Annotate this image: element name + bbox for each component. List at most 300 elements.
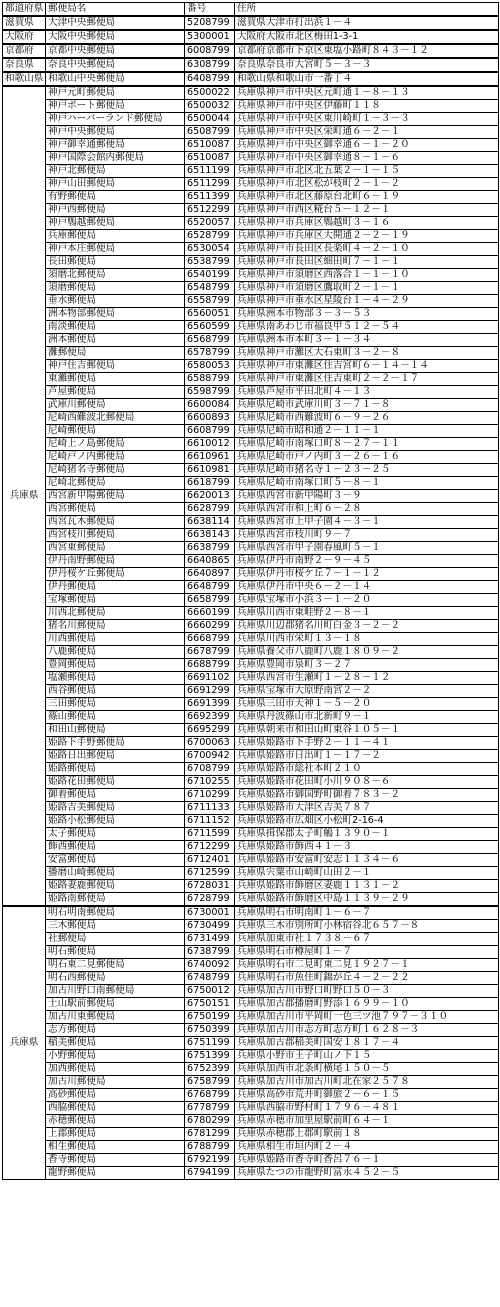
office-name-cell: 太子郵便局 — [46, 828, 185, 841]
address-cell: 兵庫県神戸市長田区細田町７－１－１ — [235, 256, 499, 269]
office-name-cell: 高砂郵便局 — [46, 1089, 185, 1102]
prefecture-group — [3, 30, 499, 44]
table-row — [3, 86, 499, 100]
number-cell: 6691102 — [185, 672, 235, 685]
number-cell: 6668799 — [185, 633, 235, 646]
table-row — [3, 464, 499, 477]
number-cell: 6658799 — [185, 594, 235, 607]
address-cell: 兵庫県尼崎市昭和通２－１１－１ — [235, 425, 499, 438]
address-cell: 兵庫県姫路市御国野町御着７８３－２ — [235, 789, 499, 802]
number-cell: 6768799 — [185, 1089, 235, 1102]
number-cell: 6691399 — [185, 698, 235, 711]
header-prefecture: 都道府県 — [3, 3, 46, 17]
table-row — [3, 451, 499, 464]
address-cell: 兵庫県宝塚市大原野南宮２－２ — [235, 685, 499, 698]
office-name-cell: 須磨北郵便局 — [46, 269, 185, 282]
address-cell: 兵庫県尼崎市戸ノ内町３－２６－１６ — [235, 451, 499, 464]
table-row — [3, 542, 499, 555]
header-row — [3, 3, 499, 17]
number-cell: 6678799 — [185, 646, 235, 659]
number-cell: 6688799 — [185, 659, 235, 672]
address-cell: 兵庫県丹波篠山市北新町９－１ — [235, 711, 499, 724]
table-row — [3, 165, 499, 178]
number-cell: 6740092 — [185, 959, 235, 972]
office-name-cell: 神戸国際会館内郵便局 — [46, 152, 185, 165]
address-cell: 兵庫県西宮市上甲子園４－３－１ — [235, 516, 499, 529]
table-row — [3, 1115, 499, 1128]
address-cell: 兵庫県川西市東畦野２－８－１ — [235, 607, 499, 620]
office-name-cell: 龍野郵便局 — [46, 1167, 185, 1180]
prefecture-cell: 和歌山県 — [3, 72, 46, 86]
number-cell: 6750199 — [185, 1011, 235, 1024]
number-cell: 6781299 — [185, 1128, 235, 1141]
address-cell: 兵庫県宍粟市山崎町山田２－１ — [235, 867, 499, 880]
address-cell: 兵庫県神戸市北区松が枝町２－１－２ — [235, 178, 499, 191]
office-name-cell: 上郡郵便局 — [46, 1128, 185, 1141]
office-name-cell: 神戸中央郵便局 — [46, 126, 185, 139]
prefecture-group — [3, 86, 499, 906]
office-name-cell: 奈良中央郵便局 — [46, 58, 185, 72]
address-cell: 兵庫県尼崎市南塚口町８－２７－１１ — [235, 438, 499, 451]
number-cell: 6560051 — [185, 308, 235, 321]
address-cell: 兵庫県伊丹市南野２－９－４５ — [235, 555, 499, 568]
office-name-cell: 御着郵便局 — [46, 789, 185, 802]
number-cell: 6750399 — [185, 1024, 235, 1037]
office-name-cell: 相生郵便局 — [46, 1141, 185, 1154]
number-cell: 6512299 — [185, 204, 235, 217]
number-cell: 6628799 — [185, 503, 235, 516]
table-row — [3, 893, 499, 907]
address-cell: 兵庫県明石市樽屋町１－７ — [235, 946, 499, 959]
address-cell: 兵庫県神戸市中央区御幸通８－１－６ — [235, 152, 499, 165]
number-cell: 6638114 — [185, 516, 235, 529]
table-row — [3, 516, 499, 529]
number-cell: 6510087 — [185, 139, 235, 152]
table-row — [3, 477, 499, 490]
office-name-cell: 京都中央郵便局 — [46, 44, 185, 58]
address-cell: 兵庫県神戸市東灘区住吉宮町６－１４－１４ — [235, 360, 499, 373]
table-row — [3, 1128, 499, 1141]
table-row — [3, 1050, 499, 1063]
number-cell: 6712299 — [185, 841, 235, 854]
address-cell: 兵庫県姫路市飾磨区中島１１３９－２９ — [235, 893, 499, 907]
address-cell: 奈良県奈良市大宮町５－３－３ — [235, 58, 499, 72]
number-cell: 6580053 — [185, 360, 235, 373]
office-name-cell: 猪名川郵便局 — [46, 620, 185, 633]
number-cell: 6648799 — [185, 581, 235, 594]
address-cell: 兵庫県神戸市中央区伊藤町１１８ — [235, 100, 499, 113]
number-cell: 6711133 — [185, 802, 235, 815]
number-cell: 6708799 — [185, 763, 235, 776]
table-row — [3, 1154, 499, 1167]
table-row — [3, 438, 499, 451]
number-cell: 6788799 — [185, 1141, 235, 1154]
office-name-cell: 姫路郵便局 — [46, 763, 185, 776]
table-row — [3, 30, 499, 44]
number-cell: 6640897 — [185, 568, 235, 581]
table-row — [3, 204, 499, 217]
table-row — [3, 126, 499, 139]
office-name-cell: 伊丹南野郵便局 — [46, 555, 185, 568]
number-cell: 6794199 — [185, 1167, 235, 1180]
office-name-cell: 姫路吉美郵便局 — [46, 802, 185, 815]
address-cell: 兵庫県姫路市安富町安志１１３４－６ — [235, 854, 499, 867]
office-name-cell: 神戸御幸通郵便局 — [46, 139, 185, 152]
office-name-cell: 川西郵便局 — [46, 633, 185, 646]
office-name-cell: 須磨郵便局 — [46, 282, 185, 295]
table-row — [3, 1063, 499, 1076]
address-cell: 兵庫県神戸市東灘区住吉東町２－２－１７ — [235, 373, 499, 386]
table-row — [3, 152, 499, 165]
table-row — [3, 308, 499, 321]
number-cell: 6598799 — [185, 386, 235, 399]
address-cell: 兵庫県川西市栄町１３－１８ — [235, 633, 499, 646]
office-name-cell: 大阪中央郵便局 — [46, 30, 185, 44]
address-cell: 兵庫県赤穂郡上郡町駅前１８ — [235, 1128, 499, 1141]
table-row — [3, 568, 499, 581]
table-row — [3, 607, 499, 620]
office-name-cell: 長田郵便局 — [46, 256, 185, 269]
office-name-cell: 加古川郵便局 — [46, 1076, 185, 1089]
office-name-cell: 塩瀬郵便局 — [46, 672, 185, 685]
table-row — [3, 191, 499, 204]
table-row — [3, 529, 499, 542]
office-name-cell: 西宮新甲陽郵便局 — [46, 490, 185, 503]
office-name-cell: 香寺郵便局 — [46, 1154, 185, 1167]
prefecture-cell: 滋賀県 — [3, 16, 46, 30]
number-cell: 6738799 — [185, 946, 235, 959]
office-name-cell: 姫路日出郵便局 — [46, 750, 185, 763]
table-row — [3, 321, 499, 334]
address-cell: 兵庫県西宮市甲子園春風町５－１ — [235, 542, 499, 555]
table-row — [3, 1167, 499, 1180]
number-cell: 6500044 — [185, 113, 235, 126]
table-row — [3, 243, 499, 256]
office-name-cell: 尼崎上ノ島郵便局 — [46, 438, 185, 451]
office-name-cell: 西谷郵便局 — [46, 685, 185, 698]
table-row — [3, 100, 499, 113]
office-name-cell: 和田山郵便局 — [46, 724, 185, 737]
table-row — [3, 737, 499, 750]
number-cell: 6700942 — [185, 750, 235, 763]
number-cell: 6758799 — [185, 1076, 235, 1089]
number-cell: 6730001 — [185, 906, 235, 920]
table-row — [3, 789, 499, 802]
office-name-cell: 安富郵便局 — [46, 854, 185, 867]
header-office-name: 郵便局名 — [46, 3, 185, 17]
address-cell: 兵庫県尼崎市猪名寺１－２３－２５ — [235, 464, 499, 477]
office-name-cell: 大津中央郵便局 — [46, 16, 185, 30]
address-cell: 兵庫県神戸市長田区長楽町４－２－１０ — [235, 243, 499, 256]
table-row — [3, 1089, 499, 1102]
address-cell: 兵庫県赤穂市加里屋駅前町６４－１ — [235, 1115, 499, 1128]
table-row — [3, 920, 499, 933]
office-name-cell: 尼崎北郵便局 — [46, 477, 185, 490]
address-cell: 兵庫県神戸市中央区東川崎町１－３－３ — [235, 113, 499, 126]
table-row — [3, 1024, 499, 1037]
table-row — [3, 750, 499, 763]
number-cell: 6712401 — [185, 854, 235, 867]
number-cell: 6600893 — [185, 412, 235, 425]
number-cell: 6751199 — [185, 1037, 235, 1050]
address-cell: 兵庫県加古郡稲美町国安１８１７－４ — [235, 1037, 499, 1050]
number-cell: 6728031 — [185, 880, 235, 893]
table-row — [3, 1141, 499, 1154]
number-cell: 6560599 — [185, 321, 235, 334]
address-cell: 兵庫県明石市明南町１－６－７ — [235, 906, 499, 920]
address-cell: 兵庫県豊岡市泉町３－２７ — [235, 659, 499, 672]
prefecture-cell: 兵庫県 — [3, 906, 46, 1180]
prefecture-group — [3, 906, 499, 1180]
office-name-cell: 武庫川郵便局 — [46, 399, 185, 412]
table-row — [3, 412, 499, 425]
number-cell: 6510087 — [185, 152, 235, 165]
number-cell: 6692399 — [185, 711, 235, 724]
address-cell: 和歌山県和歌山市一番丁４ — [235, 72, 499, 86]
office-name-cell: 西脇郵便局 — [46, 1102, 185, 1115]
table-row — [3, 58, 499, 72]
address-cell: 兵庫県明石市二見町東二見１９２７－１ — [235, 959, 499, 972]
address-cell: 兵庫県三田市天神１－５－２０ — [235, 698, 499, 711]
number-cell: 5208799 — [185, 16, 235, 30]
address-cell: 兵庫県神戸市中央区御幸通６－１－２０ — [235, 139, 499, 152]
number-cell: 6538799 — [185, 256, 235, 269]
address-cell: 兵庫県宝塚市小浜３－１－２０ — [235, 594, 499, 607]
address-cell: 兵庫県西脇市野村町１７９６－４８１ — [235, 1102, 499, 1115]
number-cell: 6710255 — [185, 776, 235, 789]
prefecture-group — [3, 72, 499, 86]
address-cell: 兵庫県芦屋市平田北町４－１３ — [235, 386, 499, 399]
office-name-cell: 尼崎西難波北郵便局 — [46, 412, 185, 425]
address-cell: 兵庫県姫路市飾西４１－３ — [235, 841, 499, 854]
office-name-cell: 社郵便局 — [46, 933, 185, 946]
office-name-cell: 稲美郵便局 — [46, 1037, 185, 1050]
address-cell: 兵庫県西宮市生瀬町１－２８－１２ — [235, 672, 499, 685]
office-name-cell: 姫路花田郵便局 — [46, 776, 185, 789]
table-row — [3, 581, 499, 594]
address-cell: 兵庫県南あわじ市福良甲５１２－５４ — [235, 321, 499, 334]
table-row — [3, 1037, 499, 1050]
address-cell: 兵庫県姫路市下手野２－１１－４１ — [235, 737, 499, 750]
office-name-cell: 尼崎郵便局 — [46, 425, 185, 438]
office-name-cell: 八鹿郵便局 — [46, 646, 185, 659]
address-cell: 兵庫県姫路市日出町１－１７－２ — [235, 750, 499, 763]
number-cell: 6540199 — [185, 269, 235, 282]
address-cell: 兵庫県伊丹市桜ケ丘７－１－１２ — [235, 568, 499, 581]
header-address: 住所 — [235, 3, 499, 17]
address-cell: 大阪府大阪市北区梅田1-3-1 — [235, 30, 499, 44]
table-row — [3, 672, 499, 685]
prefecture-cell: 奈良県 — [3, 58, 46, 72]
number-cell: 6752399 — [185, 1063, 235, 1076]
address-cell: 兵庫県神戸市須磨区西落合１－１－１０ — [235, 269, 499, 282]
address-cell: 兵庫県伊丹市中央６－２－１４ — [235, 581, 499, 594]
address-cell: 兵庫県三木市別所町小林宿谷北６５７－８ — [235, 920, 499, 933]
address-cell: 兵庫県高砂市荒井町御旅２－６－１５ — [235, 1089, 499, 1102]
office-name-cell: 加古川東郵便局 — [46, 1011, 185, 1024]
address-cell: 兵庫県川辺郡猪名川町白金３－２－２ — [235, 620, 499, 633]
address-cell: 滋賀県大津市打出浜１－４ — [235, 16, 499, 30]
table-row — [3, 386, 499, 399]
office-name-cell: 豊岡郵便局 — [46, 659, 185, 672]
table-row — [3, 334, 499, 347]
prefecture-group — [3, 44, 499, 58]
office-name-cell: 赤穂郵便局 — [46, 1115, 185, 1128]
table-row — [3, 815, 499, 828]
table-row — [3, 880, 499, 893]
office-name-cell: 神戸鵯越郵便局 — [46, 217, 185, 230]
table-row — [3, 698, 499, 711]
number-cell: 6568799 — [185, 334, 235, 347]
table-row — [3, 282, 499, 295]
address-cell: 兵庫県西宮市枝川町９－７ — [235, 529, 499, 542]
number-cell: 6618799 — [185, 477, 235, 490]
table-row — [3, 1076, 499, 1089]
number-cell: 6750012 — [185, 985, 235, 998]
table-row — [3, 399, 499, 412]
prefecture-group — [3, 58, 499, 72]
address-cell: 兵庫県加東市社１７３８－６７ — [235, 933, 499, 946]
number-cell: 6528799 — [185, 230, 235, 243]
table-row — [3, 44, 499, 58]
address-cell: 兵庫県小野市王子町山ノ下１５ — [235, 1050, 499, 1063]
office-name-cell: 川西北郵便局 — [46, 607, 185, 620]
address-cell: 兵庫県加古川市平岡町一色三ツ池７９７－３１０ — [235, 1011, 499, 1024]
office-name-cell: 明石西郵便局 — [46, 972, 185, 985]
number-cell: 6500032 — [185, 100, 235, 113]
address-cell: 兵庫県神戸市北区北五葉２－１－１５ — [235, 165, 499, 178]
number-cell: 6500022 — [185, 86, 235, 100]
address-cell: 兵庫県尼崎市西難波町６－９－２６ — [235, 412, 499, 425]
table-row — [3, 828, 499, 841]
number-cell: 6695299 — [185, 724, 235, 737]
table-row — [3, 594, 499, 607]
number-cell: 6610961 — [185, 451, 235, 464]
number-cell: 6308799 — [185, 58, 235, 72]
table-row — [3, 373, 499, 386]
number-cell: 6700063 — [185, 737, 235, 750]
table-row — [3, 711, 499, 724]
number-cell: 6610981 — [185, 464, 235, 477]
office-name-cell: 明石明南郵便局 — [46, 906, 185, 920]
number-cell: 6608799 — [185, 425, 235, 438]
office-name-cell: 志方郵便局 — [46, 1024, 185, 1037]
table-row — [3, 217, 499, 230]
table-row — [3, 946, 499, 959]
office-name-cell: 西宮郵便局 — [46, 503, 185, 516]
table-row — [3, 633, 499, 646]
table-row — [3, 841, 499, 854]
number-cell: 6578799 — [185, 347, 235, 360]
table-row — [3, 360, 499, 373]
table-row — [3, 867, 499, 880]
number-cell: 6778799 — [185, 1102, 235, 1115]
address-cell: 兵庫県洲本市本町３－１－３４ — [235, 334, 499, 347]
table-row — [3, 230, 499, 243]
office-name-cell: 姫路妻鹿郵便局 — [46, 880, 185, 893]
number-cell: 5300001 — [185, 30, 235, 44]
table-row — [3, 1011, 499, 1024]
number-cell: 6660299 — [185, 620, 235, 633]
table-row — [3, 425, 499, 438]
table-row — [3, 933, 499, 946]
address-cell: 兵庫県加古川市加古川町北在家２５７８ — [235, 1076, 499, 1089]
address-cell: 兵庫県姫路市大津区吉美７８７ — [235, 802, 499, 815]
office-name-cell: 和歌山中央郵便局 — [46, 72, 185, 86]
header-number: 番号 — [185, 3, 235, 17]
table-row — [3, 776, 499, 789]
address-cell: 兵庫県神戸市中央区元町通１－８－１３ — [235, 86, 499, 100]
table-row — [3, 113, 499, 126]
office-name-cell: 姫路小松郵便局 — [46, 815, 185, 828]
number-cell: 6750151 — [185, 998, 235, 1011]
office-name-cell: 尼崎猪名寺郵便局 — [46, 464, 185, 477]
office-name-cell: 三田郵便局 — [46, 698, 185, 711]
number-cell: 6008799 — [185, 44, 235, 58]
office-name-cell: 西宮東郵便局 — [46, 542, 185, 555]
office-name-cell: 加西郵便局 — [46, 1063, 185, 1076]
address-cell: 兵庫県たつの市龍野町富永４５２－５ — [235, 1167, 499, 1180]
table-row — [3, 178, 499, 191]
table-row — [3, 295, 499, 308]
number-cell: 6508799 — [185, 126, 235, 139]
office-name-cell: 伊丹郵便局 — [46, 581, 185, 594]
office-name-cell: 有野郵便局 — [46, 191, 185, 204]
office-name-cell: 宝塚郵便局 — [46, 594, 185, 607]
office-name-cell: 神戸ポート郵便局 — [46, 100, 185, 113]
number-cell: 6748799 — [185, 972, 235, 985]
number-cell: 6600084 — [185, 399, 235, 412]
office-name-cell: 篠山郵便局 — [46, 711, 185, 724]
number-cell: 6511199 — [185, 165, 235, 178]
number-cell: 6640865 — [185, 555, 235, 568]
office-name-cell: 飾西郵便局 — [46, 841, 185, 854]
number-cell: 6520057 — [185, 217, 235, 230]
office-name-cell: 神戸元町郵便局 — [46, 86, 185, 100]
address-cell: 兵庫県神戸市須磨区鷹取町２－１－１ — [235, 282, 499, 295]
prefecture-cell: 兵庫県 — [3, 86, 46, 906]
table-row — [3, 724, 499, 737]
table-row — [3, 959, 499, 972]
prefecture-group — [3, 16, 499, 30]
office-name-cell: 洲本物部郵便局 — [46, 308, 185, 321]
table-row — [3, 906, 499, 920]
office-name-cell: 土山駅前郵便局 — [46, 998, 185, 1011]
number-cell: 6780299 — [185, 1115, 235, 1128]
office-name-cell: 加古川野口南郵便局 — [46, 985, 185, 998]
table-row — [3, 490, 499, 503]
table-row — [3, 802, 499, 815]
office-name-cell: 垂水郵便局 — [46, 295, 185, 308]
table-row — [3, 347, 499, 360]
table-row — [3, 620, 499, 633]
address-cell: 兵庫県尼崎市武庫川町３－７１－８ — [235, 399, 499, 412]
number-cell: 6558799 — [185, 295, 235, 308]
address-cell: 兵庫県揖保郡太子町鵤１３９０－１ — [235, 828, 499, 841]
address-cell: 京都府京都市下京区東塩小路町８４３－１２ — [235, 44, 499, 58]
office-name-cell: 明石東二見郵便局 — [46, 959, 185, 972]
address-cell: 兵庫県養父市八鹿町八鹿１８０９－２ — [235, 646, 499, 659]
number-cell: 6511299 — [185, 178, 235, 191]
address-cell: 兵庫県姫路市香寺町香呂７６－１ — [235, 1154, 499, 1167]
number-cell: 6638799 — [185, 542, 235, 555]
number-cell: 6511399 — [185, 191, 235, 204]
prefecture-cell: 京都府 — [3, 44, 46, 58]
office-name-cell: 神戸住吉郵便局 — [46, 360, 185, 373]
office-name-cell: 神戸本庄郵便局 — [46, 243, 185, 256]
address-cell: 兵庫県朝来市和田山町東谷１０５－１ — [235, 724, 499, 737]
number-cell: 6588799 — [185, 373, 235, 386]
